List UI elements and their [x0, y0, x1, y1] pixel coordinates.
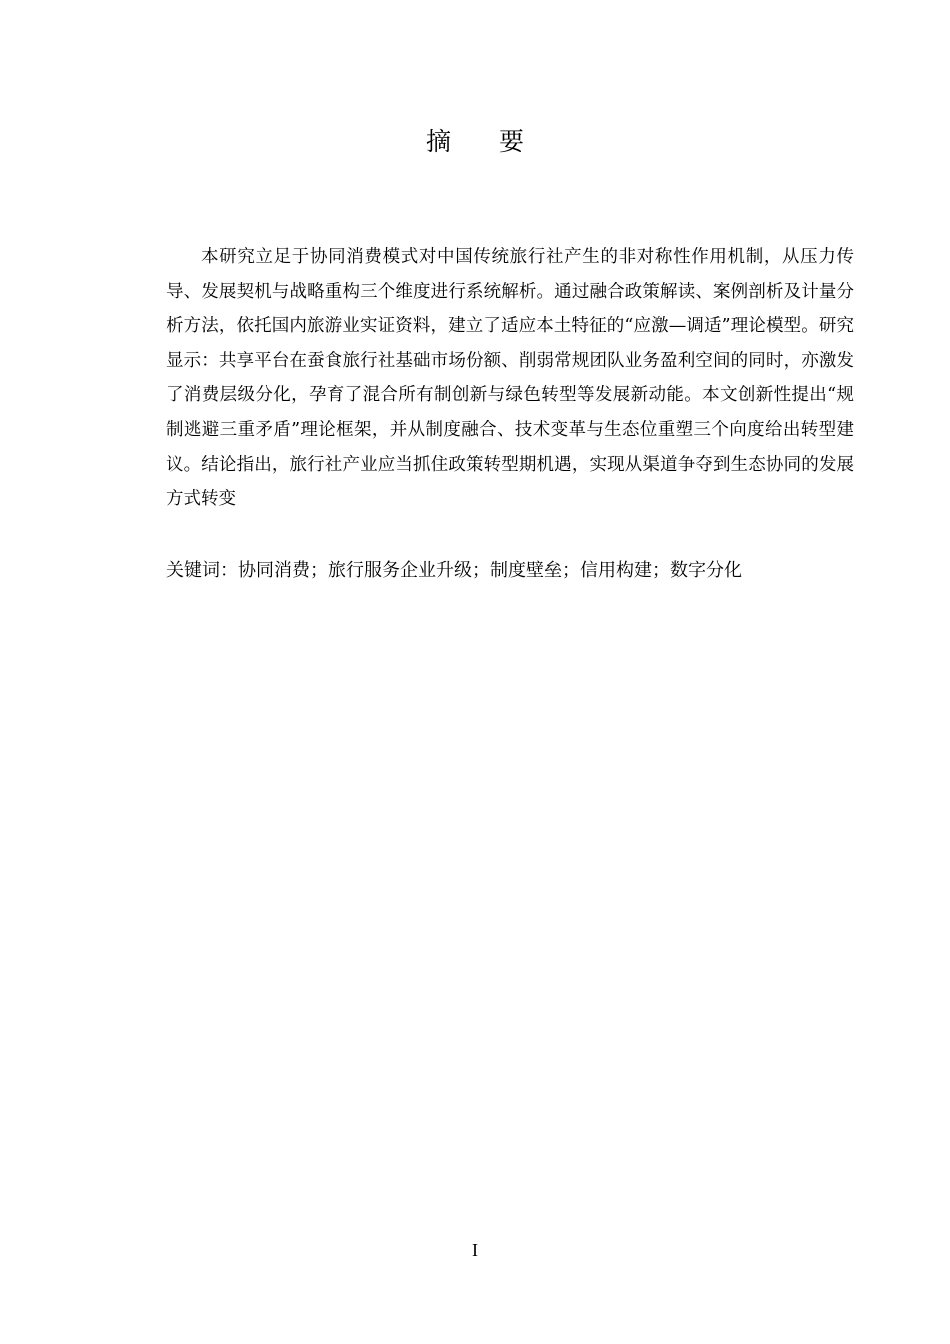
page-title: 摘要 — [425, 127, 572, 156]
keywords-line — [166, 556, 854, 586]
keywords-value: 协同消费；旅行服务企业升级；制度壁垒；信用构建；数字分化 — [238, 560, 742, 581]
abstract-paragraph: 本研究立足于协同消费模式对中国传统旅行社产生的非对称性作用机制，从压力传导、发展契机与战略重构三个维度进行系统解析。通过融合政策解读、案例剖析及计量分析方法，依托国内旅游业实证资料，建立了适应本土特征的“应激—调适”理论模型。研究显示：共享平台在蚕食旅行社基础市场份额、削弱常规团队业务盈利空间的同时，亦激发了消费层级分化，孕育了混合所有制创新与绿色转型等发展新动能。本文创新性提出“规制逃避三重矛盾”理论框架，并从制度融合、技术变革与生态位重塑三个向度给出转型建议。结论指出，旅行社产业应当抓住政策转型期机遇，实现从渠道争夺到生态协同的发展方式转变 — [166, 247, 854, 510]
keywords-label: 关键词： — [166, 560, 238, 581]
page-number: I — [472, 1240, 478, 1260]
